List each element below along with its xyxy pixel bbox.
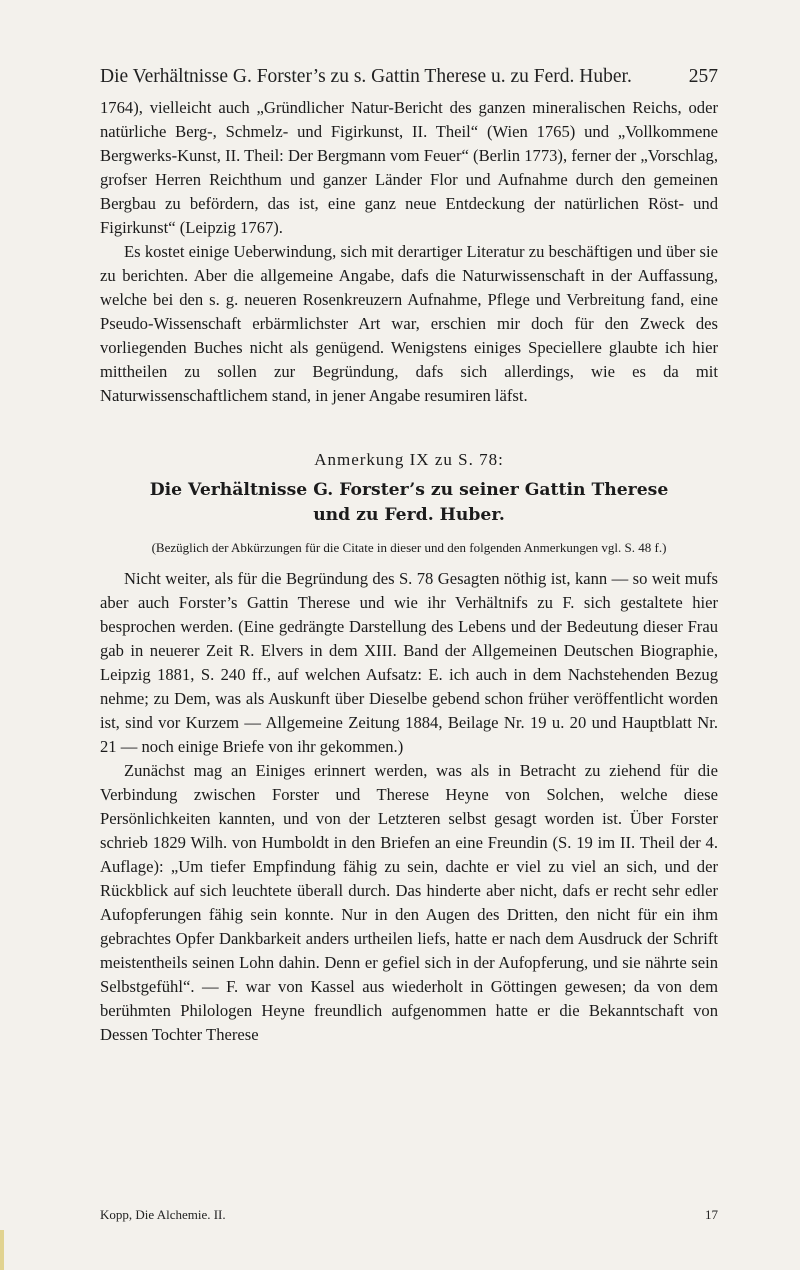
note-heading: Anmerkung IX zu S. 78: (314, 450, 504, 469)
page-footer (100, 1207, 718, 1223)
footer-signature: Kopp, Die Alchemie. II. (100, 1207, 226, 1222)
note-title (100, 478, 718, 528)
paragraph-continuation: 1764), vielleicht auch „Gründlicher Natur-Bericht des ganzen mineralischen Reichs, oder natürliche Berg-, Schmelz- und Figirkunst, II. Theil“ (Wien 1765) und „Vollkommene Bergwerks-Kunst, II. Theil: Der Bergmann vom Feuer“ (Berlin 1773), ferner der „Vorschlag, grofser Herren Reichthum und ganzer Länder Flor und Aufnahme durch den gemeinen Bergbau zu befördern, das ist, eine ganz neue Entdeckung der natürlichen Röst- und Figirkunst“ (Leipzig 1767). (100, 98, 718, 237)
running-header (100, 66, 718, 88)
scan-edge-mark (0, 1230, 4, 1270)
note-abbreviation-remark: (Bezüglich der Abkürzungen für die Citate in dieser und den folgenden Anmerkungen vgl. S. 48 f.) (151, 540, 667, 555)
page-number: 257 (688, 66, 718, 87)
footer-sheet-number: 17 (705, 1207, 718, 1222)
paragraph-literature: Es kostet einige Ueberwindung, sich mit derartiger Literatur zu beschäftigen und über sie zu berichten. Aber die allgemeine Angabe, dafs die Naturwissenschaft in der Auffassung, welche bei den s. g. neueren Rosenkreuzern Aufnahme, Pflege und Verbreitung fand, eine Pseudo-Wissenschaft erbärmlichster Art war, erschien mir doch für den Zweck des vorliegenden Buches nicht als genügend. Wenigstens einiges Speciellere glaubte ich hier mittheilen zu sollen zur Begründung, dafs sich allerdings, wie es da mit Naturwissenschaftlichem stand, in jener Angabe resumiren läfst. (100, 242, 718, 405)
running-title: Die Verhältnisse G. Forster’s zu s. Gattin Therese u. zu Ferd. Huber. (100, 66, 632, 87)
note-title-line-2: und zu Ferd. Huber. (313, 505, 505, 525)
page-body (100, 96, 718, 1047)
note-title-line-1: Die Verhältnisse G. Forster’s zu seiner Gattin Therese (149, 480, 669, 500)
paragraph-forster-therese: Nicht weiter, als für die Begründung des S. 78 Gesagten nöthig ist, kann — so weit mufs aber auch Forster’s Gattin Therese und wie ihr Verhältnifs zu F. sich gestaltete hier besprochen werden. (Eine gedrängte Darstellung des Lebens und der Bedeutung dieser Frau gab in neuerer Zeit R. Elvers in dem XIII. Band der Allgemeinen Deutschen Biographie, Leipzig 1881, S. 240 ff., auf welchen Aufsatz: E. ich auch in dem Nachstehenden Bezug nehme; zu Dem, was als Auskunft über Dieselbe gebend schon früher veröffentlicht worden ist, sind vor Kurzem — Allgemeine Zeitung 1884, Beilage Nr. 19 u. 20 und Hauptblatt Nr. 21 — noch einige Briefe von ihr gekommen.) (100, 569, 718, 756)
paragraph-humboldt-quote: Zunächst mag an Einiges erinnert werden, was als in Betracht zu ziehend für die Verbindung zwischen Forster und Therese Heyne von Solchen, welche diese Persönlichkeiten kannten, und von der Letzteren selbst gesagt worden ist. Über Forster schrieb 1829 Wilh. von Humboldt in den Briefen an eine Freundin (S. 19 im II. Theil der 4. Auflage): „Um tiefer Empfindung fähig zu sein, dachte er viel zu viel an sich, und der Rückblick auf sich leuchtete überall durch. Das hinderte aber nicht, dafs er recht sehr edler Aufopferungen fähig sein konnte. Nur in den Augen des Dritten, den nicht für ein ihm gebrachtes Opfer Dankbarkeit anders urtheilen liefs, hatte er nach dem Ausdruck der Schrift meistentheils seinen Lohn dahin. Denn er gefiel sich in der Aufopferung, und sie nährte sein Selbstgefühl“. — F. war von Kassel aus wiederholt in Göttingen gewesen; da von dem berühmten Philologen Heyne freundlich aufgenommen hatte er die Bekanntschaft von Dessen Tochter Therese (100, 761, 718, 1044)
